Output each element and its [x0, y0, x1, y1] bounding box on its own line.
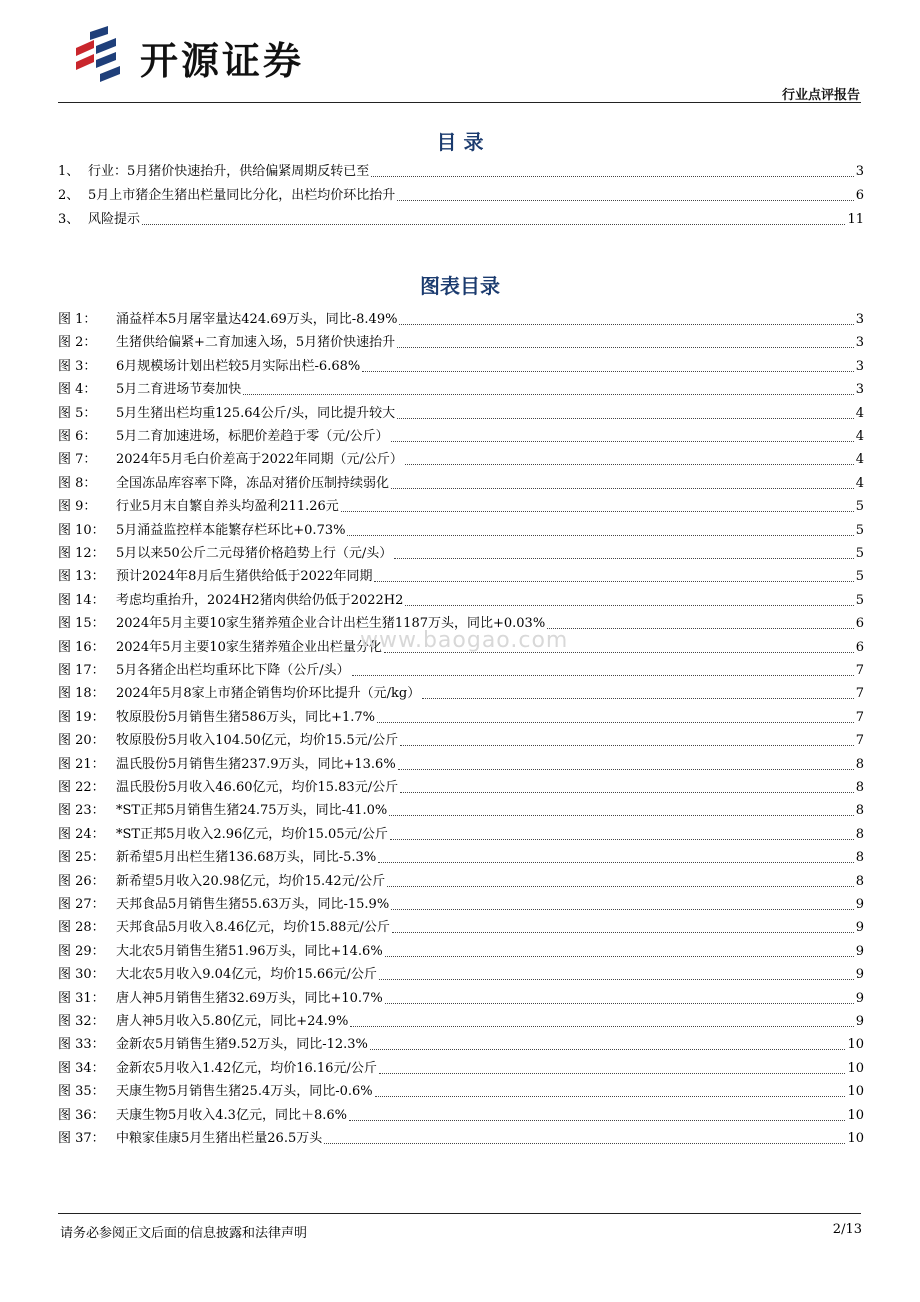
entry-number: 图 1：	[58, 312, 97, 327]
figure-entry[interactable]	[58, 495, 864, 515]
entry-page-number: 6	[855, 639, 864, 655]
entry-number: 图 35：	[58, 1084, 105, 1100]
contents-entry[interactable]	[58, 208, 864, 228]
entry-number: 图 36：	[58, 1107, 105, 1123]
entry-number: 图 33：	[58, 1037, 105, 1053]
entry-number: 图 34：	[58, 1060, 105, 1076]
figure-entry[interactable]	[58, 987, 864, 1007]
entry-page-number: 4	[855, 405, 864, 421]
entry-page-number: 9	[855, 990, 864, 1006]
entry-page-number: 10	[847, 1107, 864, 1123]
figure-entry[interactable]	[58, 823, 864, 843]
entry-page-number: 8	[855, 826, 864, 842]
header-divider	[58, 102, 861, 103]
entry-title: 行业5月末自繁自养头均盈利211.26元	[116, 499, 339, 515]
entry-number: 图 9：	[58, 499, 97, 515]
entry-number: 图 31：	[58, 990, 105, 1006]
entry-title: 唐人神5月收入5.80亿元，同比+24.9%	[116, 1014, 349, 1029]
entry-title: 生猪供给偏紧+二育加速入场，5月猪价快速抬升	[116, 335, 396, 351]
dot-leader	[385, 955, 854, 957]
dot-leader	[374, 580, 853, 582]
dot-leader	[391, 908, 854, 910]
entry-number: 图 25：	[58, 850, 105, 866]
entry-number: 图 32：	[58, 1014, 105, 1029]
figure-entry[interactable]	[58, 753, 864, 773]
dot-leader	[371, 175, 853, 177]
entry-title: 牧原股份5月收入104.50亿元，均价15.5元/公斤	[116, 733, 399, 749]
figure-entry[interactable]	[58, 729, 864, 749]
entry-page-number: 6	[855, 188, 864, 203]
dot-leader	[405, 463, 854, 465]
entry-page-number: 7	[855, 663, 864, 678]
entry-page-number: 9	[855, 897, 864, 912]
dot-leader	[347, 534, 853, 536]
figure-entry[interactable]	[58, 916, 864, 936]
entry-page-number: 8	[855, 873, 864, 889]
entry-number: 图 6：	[58, 429, 97, 444]
figure-entry[interactable]	[58, 776, 864, 796]
dot-leader	[422, 697, 854, 699]
page-number: 2/13	[832, 1222, 862, 1237]
entry-page-number: 9	[855, 1014, 864, 1029]
contents-entry[interactable]	[58, 160, 864, 180]
entry-number: 图 3：	[58, 358, 97, 374]
entry-title: 5月各猪企出栏均重环比下降（公斤/头）	[116, 663, 350, 678]
entry-number: 图 12：	[58, 546, 105, 561]
dot-leader	[142, 223, 845, 225]
figure-entry[interactable]	[58, 659, 864, 679]
logo-text: 开源证券	[140, 39, 305, 83]
figure-entry[interactable]	[58, 799, 864, 819]
dot-leader	[350, 1025, 853, 1027]
figure-entry[interactable]	[58, 706, 864, 726]
figure-entry[interactable]	[58, 448, 864, 468]
figure-entry[interactable]	[58, 870, 864, 890]
dot-leader	[352, 674, 854, 676]
entry-page-number: 5	[855, 499, 864, 515]
entry-title: 天康生物5月销售生猪25.4万头，同比-0.6%	[116, 1084, 373, 1100]
figure-entry[interactable]	[58, 378, 864, 398]
entry-title: 涌益样本5月屠宰量达424.69万头，同比-8.49%	[116, 312, 398, 327]
entry-page-number: 10	[847, 1060, 864, 1076]
figure-entry[interactable]	[58, 331, 864, 351]
figure-entry[interactable]	[58, 1010, 864, 1030]
entry-title: *ST正邦5月销售生猪24.75万头，同比-41.0%	[116, 803, 388, 819]
entry-page-number: 8	[855, 803, 864, 819]
entry-page-number: 3	[855, 164, 864, 179]
entry-title: 温氏股份5月销售生猪237.9万头，同比+13.6%	[116, 756, 396, 772]
entry-number: 图 14：	[58, 592, 105, 608]
entry-number: 图 18：	[58, 686, 105, 702]
figure-entry[interactable]	[58, 308, 864, 328]
entry-title: 考虑均重抬升，2024H2猪肉供给仍低于2022H2	[116, 592, 404, 608]
entry-title: 金新农5月销售生猪9.52万头，同比-12.3%	[116, 1037, 368, 1053]
entry-page-number: 3	[855, 335, 864, 351]
dot-leader	[398, 768, 854, 770]
figures-title: 图表目录	[420, 274, 500, 298]
dot-leader	[547, 627, 854, 629]
entry-number: 图 27：	[58, 897, 105, 912]
entry-page-number: 10	[847, 1131, 864, 1146]
entry-number: 图 26：	[58, 873, 105, 889]
page-header	[60, 20, 860, 102]
entry-title: 2024年5月主要10家生猪养殖企业合计出栏生猪1187万头，同比+0.03%	[116, 616, 546, 632]
dot-leader	[405, 604, 853, 606]
entry-page-number: 9	[855, 967, 864, 983]
dot-leader	[362, 370, 853, 372]
entry-title: 新希望5月收入20.98亿元，均价15.42元/公斤	[116, 873, 386, 889]
entry-title: 6月规模场计划出栏较5月实际出栏-6.68%	[116, 358, 361, 374]
entry-page-number: 8	[855, 850, 864, 866]
dot-leader	[389, 814, 853, 816]
entry-page-number: 9	[855, 920, 864, 936]
figure-entry[interactable]	[58, 472, 864, 492]
dot-leader	[243, 393, 853, 395]
entry-number: 图 29：	[58, 943, 105, 959]
kaiyuan-logo-icon	[72, 26, 134, 84]
entry-page-number: 5	[855, 592, 864, 608]
entry-title: *ST正邦5月收入2.96亿元，均价15.05元/公斤	[116, 826, 388, 842]
entry-number: 图 5：	[58, 405, 97, 421]
dot-leader	[399, 323, 853, 325]
entry-title: 大北农5月销售生猪51.96万头，同比+14.6%	[116, 943, 383, 959]
entry-number: 图 15：	[58, 616, 105, 632]
entry-title: 天邦食品5月销售生猪55.63万头，同比-15.9%	[116, 897, 390, 912]
entry-number: 图 21：	[58, 756, 105, 772]
figure-entry[interactable]	[58, 682, 864, 702]
dot-leader	[391, 440, 854, 442]
report-type-label: 行业点评报告	[781, 88, 860, 103]
dot-leader	[378, 861, 854, 863]
entry-title: 预计2024年8月后生猪供给低于2022年同期	[116, 569, 373, 585]
entry-number: 图 28：	[58, 920, 105, 936]
entry-page-number: 7	[855, 686, 864, 702]
entry-title: 2024年5月毛白价差高于2022年同期（元/公斤）	[116, 452, 403, 468]
entry-page-number: 10	[847, 1037, 864, 1053]
figure-entry[interactable]	[58, 425, 864, 445]
entry-title: 大北农5月收入9.04亿元，均价15.66元/公斤	[116, 967, 377, 983]
dot-leader	[390, 838, 854, 840]
entry-title: 全国冻品库容率下降，冻品对猪价压制持续弱化	[116, 475, 390, 491]
entry-title: 行业：5月猪价快速抬升，供给偏紧周期反转已至	[88, 164, 370, 179]
entry-title: 5月以来50公斤二元母猪价格趋势上行（元/头）	[116, 546, 393, 561]
entry-page-number: 8	[855, 756, 864, 772]
entry-page-number: 8	[855, 780, 864, 795]
entry-title: 5月上市猪企生猪出栏量同比分化，出栏均价环比抬升	[88, 188, 396, 203]
dot-leader	[391, 487, 854, 489]
dot-leader	[387, 885, 854, 887]
entry-title: 5月二育进场节奏加快	[116, 382, 242, 398]
figure-entry[interactable]	[58, 893, 864, 913]
figure-entry[interactable]	[58, 940, 864, 960]
entry-title: 风险提示	[88, 212, 141, 227]
entry-number: 图 22：	[58, 780, 105, 795]
dot-leader	[349, 1119, 845, 1121]
entry-page-number: 3	[855, 382, 864, 398]
entry-title: 新希望5月出栏生猪136.68万头，同比-5.3%	[116, 850, 377, 866]
entry-number: 图 17：	[58, 663, 105, 678]
entry-page-number: 4	[855, 452, 864, 468]
dot-leader	[377, 721, 854, 723]
entry-number: 图 4：	[58, 382, 97, 398]
dot-leader	[397, 199, 853, 201]
entry-page-number: 3	[855, 312, 864, 327]
dot-leader	[394, 557, 854, 559]
entry-number: 1、	[58, 164, 80, 179]
entry-title: 天邦食品5月收入8.46亿元，均价15.88元/公斤	[116, 920, 390, 936]
dot-leader	[400, 791, 854, 793]
entry-number: 图 37：	[58, 1131, 105, 1146]
entry-number: 3、	[58, 212, 80, 227]
entry-title: 金新农5月收入1.42亿元，均价16.16元/公斤	[116, 1060, 377, 1076]
entry-number: 图 20：	[58, 733, 105, 749]
entry-page-number: 4	[855, 475, 864, 491]
footer-disclaimer: 请务必参阅正文后面的信息披露和法律声明	[60, 1226, 308, 1241]
entry-title: 中粮家佳康5月生猪出栏量26.5万头	[116, 1131, 323, 1146]
entry-page-number: 6	[855, 616, 864, 632]
dot-leader	[324, 1142, 845, 1144]
dot-leader	[397, 346, 854, 348]
entry-title: 温氏股份5月收入46.60亿元，均价15.83元/公斤	[116, 780, 399, 795]
figure-entry[interactable]	[58, 1080, 864, 1100]
entry-number: 2、	[58, 188, 80, 203]
entry-page-number: 7	[855, 709, 864, 725]
entry-number: 图 7：	[58, 452, 97, 468]
entry-number: 图 13：	[58, 569, 105, 585]
figure-entry[interactable]	[58, 402, 864, 422]
dot-leader	[379, 1072, 846, 1074]
figure-entry[interactable]	[58, 1127, 864, 1147]
dot-leader	[370, 1048, 846, 1050]
figure-entry[interactable]	[58, 1104, 864, 1124]
entry-number: 图 23：	[58, 803, 105, 819]
dot-leader	[392, 931, 854, 933]
dot-leader	[385, 1002, 854, 1004]
dot-leader	[379, 978, 854, 980]
entry-number: 图 30：	[58, 967, 105, 983]
entry-page-number: 5	[855, 546, 864, 561]
entry-title: 天康生物5月收入4.3亿元，同比＋8.6%	[116, 1107, 347, 1123]
entry-page-number: 11	[847, 212, 864, 227]
entry-number: 图 2：	[58, 335, 97, 351]
entry-page-number: 5	[855, 569, 864, 585]
dot-leader	[397, 417, 854, 419]
entry-number: 图 10：	[58, 522, 105, 538]
entry-title: 5月涌益监控样本能繁存栏环比+0.73%	[116, 522, 346, 538]
figure-entry[interactable]	[58, 589, 864, 609]
contents-entry[interactable]	[58, 184, 864, 204]
figure-entry[interactable]	[58, 1057, 864, 1077]
entry-number: 图 19：	[58, 709, 105, 725]
figure-entry[interactable]	[58, 1033, 864, 1053]
entry-title: 牧原股份5月销售生猪586万头，同比+1.7%	[116, 709, 376, 725]
figure-entry[interactable]	[58, 542, 864, 562]
footer-divider	[58, 1213, 861, 1214]
figure-entry[interactable]	[58, 963, 864, 983]
entry-page-number: 5	[855, 522, 864, 538]
figure-entry[interactable]	[58, 519, 864, 539]
dot-leader	[341, 510, 854, 512]
figure-entry[interactable]	[58, 565, 864, 585]
entry-page-number: 7	[855, 733, 864, 749]
entry-page-number: 9	[855, 943, 864, 959]
entry-title: 5月生猪出栏均重125.64公斤/头，同比提升较大	[116, 405, 396, 421]
figure-entry[interactable]	[58, 355, 864, 375]
entry-title: 5月二育加速进场，标肥价差趋于零（元/公斤）	[116, 429, 389, 444]
entry-title: 2024年5月主要10家生猪养殖企业出栏量分化	[116, 639, 382, 655]
entry-page-number: 10	[847, 1084, 864, 1100]
entry-number: 图 24：	[58, 826, 105, 842]
figure-entry[interactable]	[58, 846, 864, 866]
entry-page-number: 4	[855, 429, 864, 444]
watermark: www.baogao.com	[360, 628, 569, 653]
dot-leader	[400, 744, 854, 746]
entry-page-number: 3	[855, 358, 864, 374]
contents-title: 目 录	[436, 130, 484, 154]
entry-number: 图 8：	[58, 475, 97, 491]
entry-title: 唐人神5月销售生猪32.69万头，同比+10.7%	[116, 990, 383, 1006]
dot-leader	[375, 1095, 846, 1097]
entry-number: 图 16：	[58, 639, 105, 655]
entry-title: 2024年5月8家上市猪企销售均价环比提升（元/kg）	[116, 686, 421, 702]
